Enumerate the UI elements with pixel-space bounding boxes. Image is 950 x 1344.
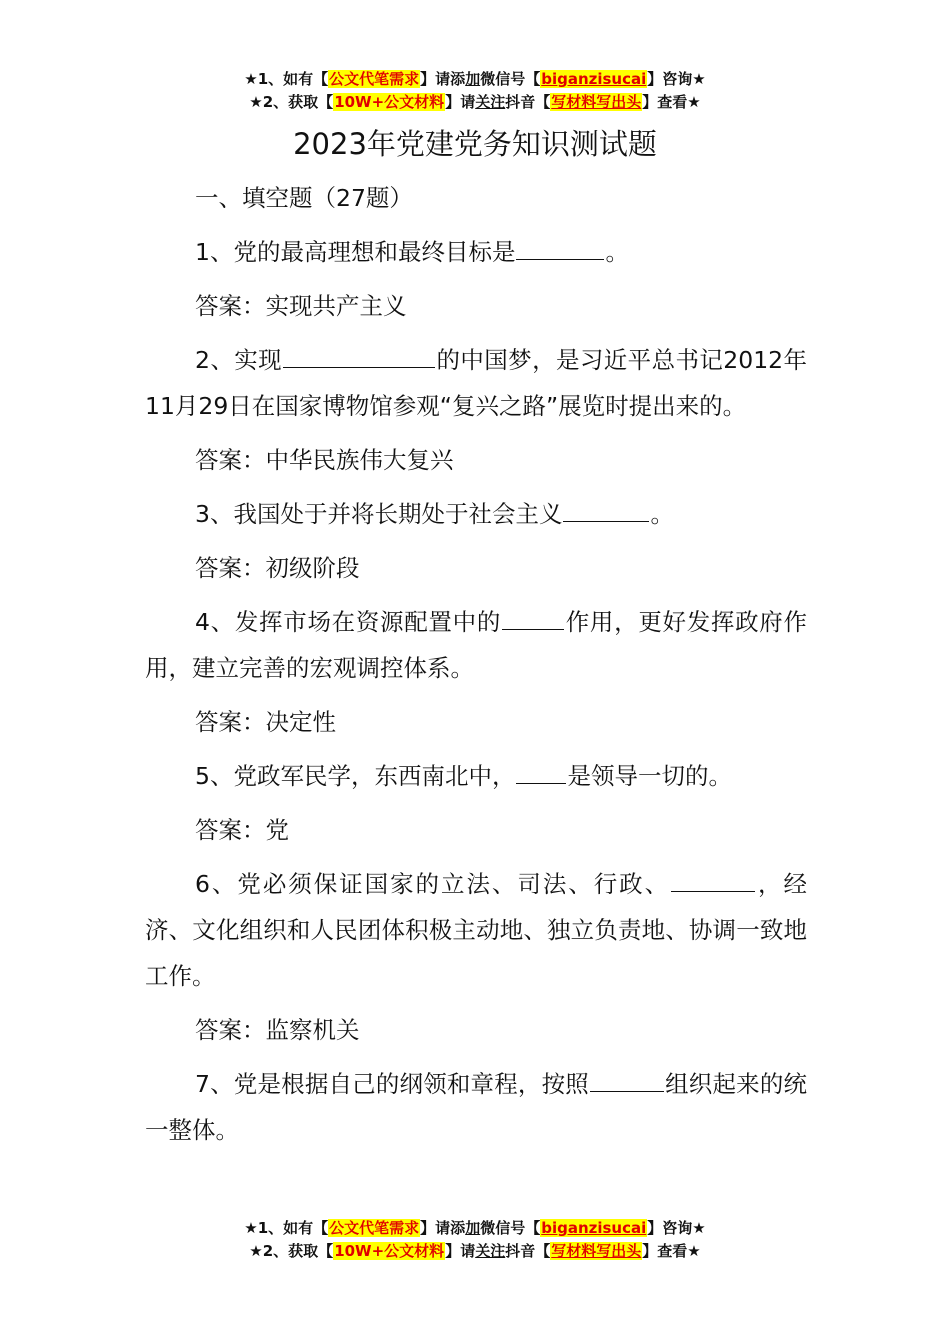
banner-text: 微信号【 [480, 1219, 541, 1237]
question-5: 5、党政军民学，东西南北中， 是领导一切的。 [195, 762, 732, 790]
footer-banner [0, 1217, 950, 1263]
banner-highlight: 公文代笔需求 [329, 1219, 420, 1237]
banner-underlined: 关注 [475, 1242, 506, 1260]
document-title: 2023年党建党务知识测试题 [293, 127, 657, 161]
banner-underlined: 加 [465, 70, 481, 88]
banner-line-1 [0, 1217, 950, 1240]
banner-highlight: 公文代笔需求 [329, 70, 420, 88]
banner-text: ★1、如有【 [244, 1219, 329, 1237]
question-3: 3、我国处于并将长期处于社会主义 。 [195, 500, 674, 528]
banner-text: 】咨询★ [647, 70, 706, 88]
fill-blank [671, 869, 755, 892]
banner-text: 抖音【 [505, 93, 551, 111]
fill-blank [563, 499, 649, 522]
banner-text: ★2、获取【 [249, 1242, 334, 1260]
answer-5: 答案：党 [195, 816, 289, 844]
question-1: 1、党的最高理想和最终目标是 。 [195, 238, 629, 266]
answer-6: 答案：监察机关 [195, 1016, 360, 1044]
banner-wechat-id: biganzisucai [541, 70, 647, 88]
question-4: 4、发挥市场在资源配置中的 作用，更好发挥政府作用，建立完善的宏观调控体系。 [145, 608, 808, 682]
banner-text: ★1、如有【 [244, 70, 329, 88]
section-heading: 一、填空题（27题） [195, 184, 413, 212]
answer-1: 答案：实现共产主义 [195, 292, 407, 320]
banner-line-2 [0, 91, 950, 114]
banner-line-1 [0, 68, 950, 91]
answer-4: 答案：决定性 [195, 708, 336, 736]
banner-text: ★2、获取【 [249, 93, 334, 111]
banner-line-2 [0, 1240, 950, 1263]
banner-douyin-id: 写材料写出头 [551, 1242, 642, 1260]
banner-wechat-id: biganzisucai [541, 1219, 647, 1237]
banner-highlight: 10W+公文材料 [334, 93, 445, 111]
banner-text: 】查看★ [642, 93, 701, 111]
document-body [145, 175, 807, 1161]
question-7: 7、党是根据自己的纲领和章程，按照 组织起来的统一整体。 [145, 1070, 808, 1144]
banner-highlight: 10W+公文材料 [334, 1242, 445, 1260]
banner-text: 】请 [445, 93, 476, 111]
banner-text: 】请 [445, 1242, 476, 1260]
question-6: 6、党必须保证国家的立法、司法、行政、 ，经济、文化组织和人民团体积极主动地、独立负责地、协调一致地工作。 [145, 870, 808, 990]
banner-underlined: 关注 [475, 93, 506, 111]
banner-text: 抖音【 [505, 1242, 551, 1260]
fill-blank [516, 761, 566, 784]
answer-3: 答案：初级阶段 [195, 554, 360, 582]
banner-text: 】查看★ [642, 1242, 701, 1260]
banner-text: 】请添 [420, 70, 466, 88]
fill-blank [502, 607, 564, 630]
fill-blank [590, 1069, 664, 1092]
banner-text: 微信号【 [480, 70, 541, 88]
banner-text: 】咨询★ [647, 1219, 706, 1237]
header-banner [0, 68, 950, 114]
banner-douyin-id: 写材料写出头 [551, 93, 642, 111]
question-2: 2、实现 的中国梦，是习近平总书记2012年11月29日在国家博物馆参观“复兴之路”展览时提出来的。 [145, 346, 807, 420]
banner-underlined: 加 [465, 1219, 481, 1237]
fill-blank [516, 237, 604, 260]
fill-blank [283, 345, 435, 368]
banner-text: 】请添 [420, 1219, 466, 1237]
answer-2: 答案：中华民族伟大复兴 [195, 446, 454, 474]
